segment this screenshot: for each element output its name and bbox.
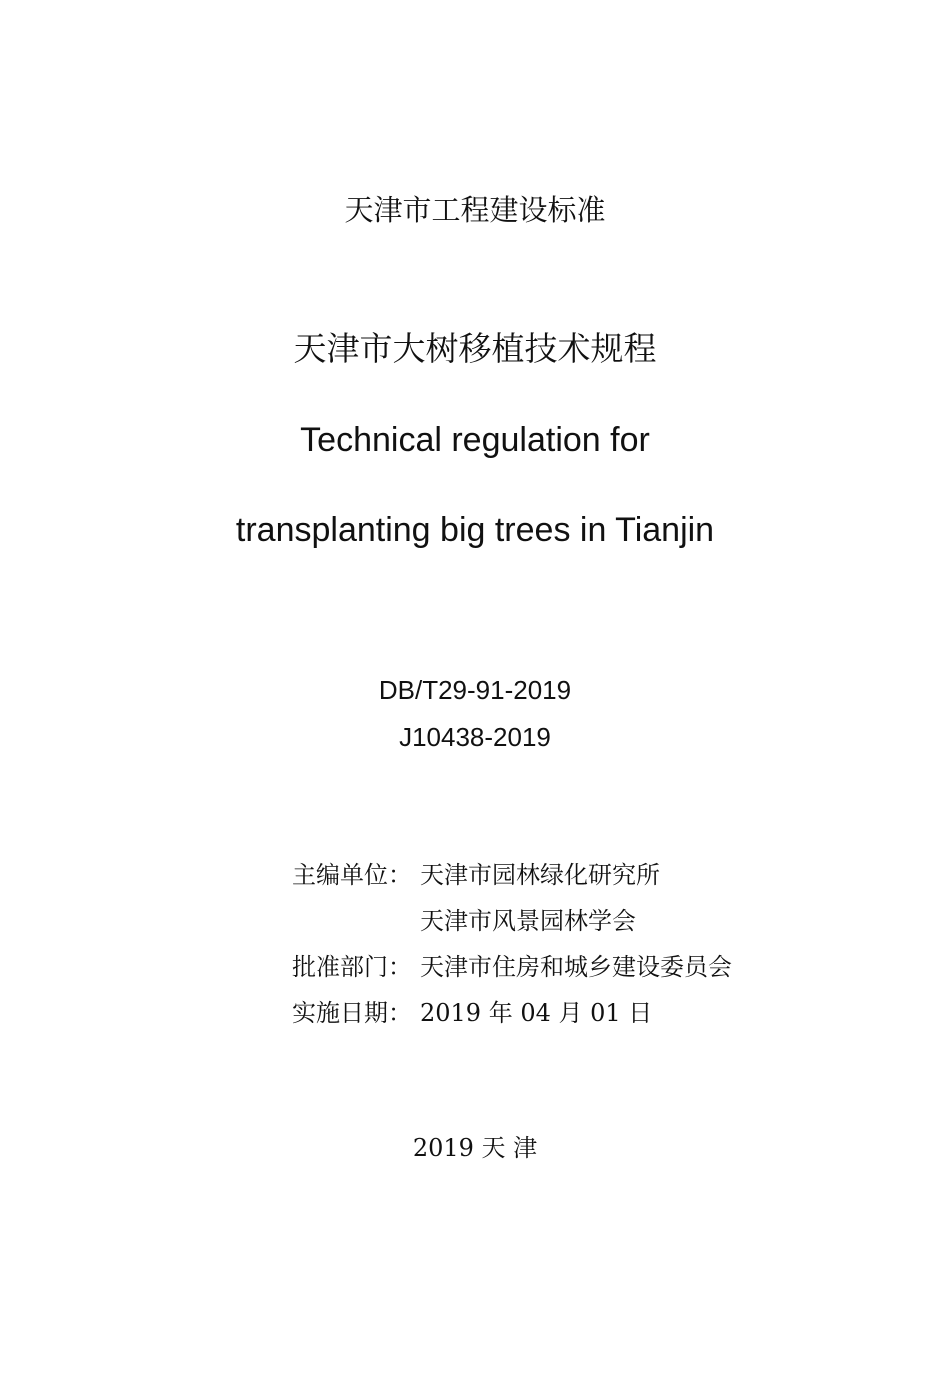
- document-title-english-line-1: Technical regulation for: [300, 421, 650, 459]
- footer-year-place: 2019 天 津: [412, 1134, 538, 1162]
- record-code: J10438-2019: [399, 722, 551, 752]
- editor-unit-1: 天津市园林绿化研究所: [420, 861, 660, 889]
- document-title-english-line-2: transplanting big trees in Tianjin: [235, 511, 715, 549]
- publication-info: [292, 852, 732, 1036]
- editor-row-2: [292, 898, 732, 944]
- standard-series-title: 天津市工程建设标准: [344, 193, 606, 227]
- standard-code: DB/T29-91-2019: [378, 675, 572, 705]
- editor-unit-2: 天津市风景园林学会: [420, 907, 636, 935]
- date-row: [292, 990, 732, 1036]
- editor-label: 主编单位：: [292, 861, 412, 889]
- approver-label: 批准部门：: [292, 953, 412, 981]
- editor-row: [292, 852, 732, 898]
- approver-value: 天津市住房和城乡建设委员会: [420, 953, 732, 981]
- approver-row: [292, 944, 732, 990]
- date-label: 实施日期：: [292, 999, 412, 1027]
- editor-label-spacer: [292, 898, 420, 944]
- date-value: 2019 年 04 月 01 日: [420, 999, 653, 1027]
- document-title-chinese: 天津市大树移植技术规程: [293, 329, 657, 368]
